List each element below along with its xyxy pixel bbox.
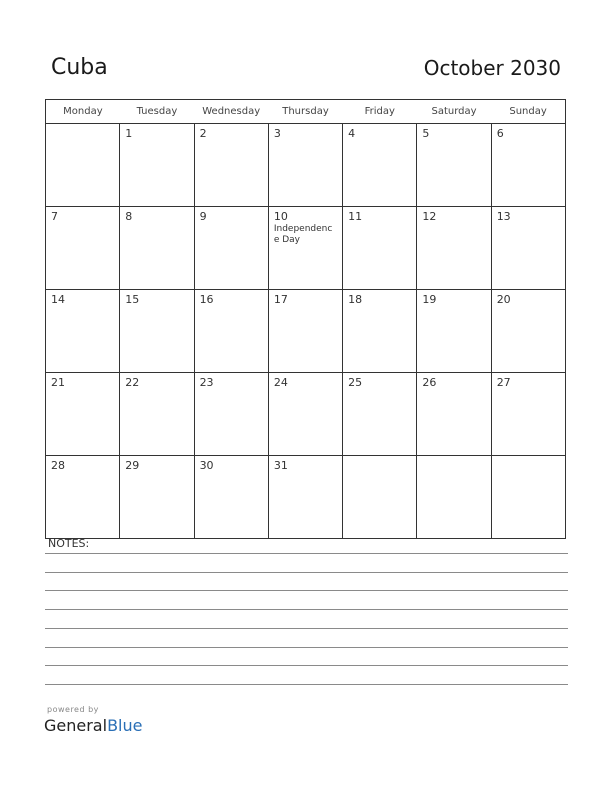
weekday-wednesday: Wednesday [194,100,268,124]
day-cell-1 [120,124,194,207]
day-number: 22 [125,376,140,389]
day-cell-9 [194,207,268,290]
weekday-friday: Friday [343,100,417,124]
day-cell-12 [417,207,491,290]
day-number: 12 [422,210,437,223]
day-cell-8 [120,207,194,290]
day-cell-3 [268,124,342,207]
day-cell-15 [120,290,194,373]
day-number: 7 [51,210,58,223]
day-cell-31 [268,456,342,539]
day-number: 6 [496,127,504,140]
calendar-week-row [46,124,566,207]
holiday-label: Independence Day [273,224,333,245]
day-cell-29 [120,456,194,539]
weekday-thursday: Thursday [268,100,342,124]
day-number: 19 [422,293,437,306]
notes-line [45,665,568,666]
day-number: 15 [125,293,140,306]
day-number: 4 [348,127,356,140]
day-number: 11 [348,210,363,223]
day-cell-10 [268,207,342,290]
day-number: 28 [51,459,65,472]
day-cell-14 [46,290,120,373]
day-cell-21 [46,373,120,456]
day-number: 23 [199,376,214,389]
calendar-week-row [46,456,566,539]
day-cell-2 [194,124,268,207]
weekday-tuesday: Tuesday [120,100,194,124]
day-cell-26 [417,373,491,456]
day-cell-25 [343,373,417,456]
empty-day-cell [343,456,417,539]
weekday-sunday: Sunday [491,100,565,124]
day-cell-6 [491,124,565,207]
notes-line [45,572,568,573]
notes-line [45,628,568,629]
brand-blue: Blue [107,716,143,735]
country-title: Cuba [51,55,108,80]
weekday-header-row [46,100,566,124]
day-number: 26 [422,376,437,389]
day-number: 10 [273,210,288,223]
day-cell-5 [417,124,491,207]
weekday-saturday: Saturday [417,100,491,124]
day-number: 25 [348,376,363,389]
day-cell-22 [120,373,194,456]
day-number: 3 [273,127,281,140]
calendar-week-row [46,290,566,373]
day-number: 30 [199,459,214,472]
brand-logo[interactable] [44,716,142,735]
month-year-title: October 2030 [423,56,561,80]
day-cell-28 [46,456,120,539]
day-cell-13 [491,207,565,290]
day-number: 13 [496,210,511,223]
weekday-monday: Monday [46,100,120,124]
notes-line [45,684,568,685]
day-number: 2 [199,127,207,140]
calendar-week-row [46,373,566,456]
empty-day-cell [491,456,565,539]
calendar-body [46,124,566,539]
notes-line [45,553,568,554]
day-number: 31 [273,459,288,472]
day-cell-11 [343,207,417,290]
notes-line [45,609,568,610]
day-number: 17 [273,293,288,306]
day-number: 8 [125,210,133,223]
day-cell-27 [491,373,565,456]
day-cell-30 [194,456,268,539]
day-cell-20 [491,290,565,373]
day-cell-4 [343,124,417,207]
day-cell-18 [343,290,417,373]
day-number: 14 [51,293,65,306]
day-number: 18 [348,293,363,306]
empty-day-cell [417,456,491,539]
day-cell-19 [417,290,491,373]
day-number: 9 [199,210,207,223]
notes-line [45,647,568,648]
empty-day-cell [46,124,120,207]
day-number: 20 [496,293,511,306]
powered-by-text: powered by [47,705,99,714]
notes-label: NOTES: [48,537,90,550]
day-number: 29 [125,459,140,472]
day-number: 5 [422,127,430,140]
day-cell-24 [268,373,342,456]
day-cell-17 [268,290,342,373]
day-cell-16 [194,290,268,373]
day-number: 16 [199,293,214,306]
calendar-week-row [46,207,566,290]
brand-general: General [44,716,108,735]
day-number: 27 [496,376,511,389]
day-number: 24 [273,376,288,389]
day-cell-7 [46,207,120,290]
day-cell-23 [194,373,268,456]
notes-line [45,590,568,591]
calendar-grid [45,99,566,539]
day-number: 1 [125,127,133,140]
day-number: 21 [51,376,65,389]
